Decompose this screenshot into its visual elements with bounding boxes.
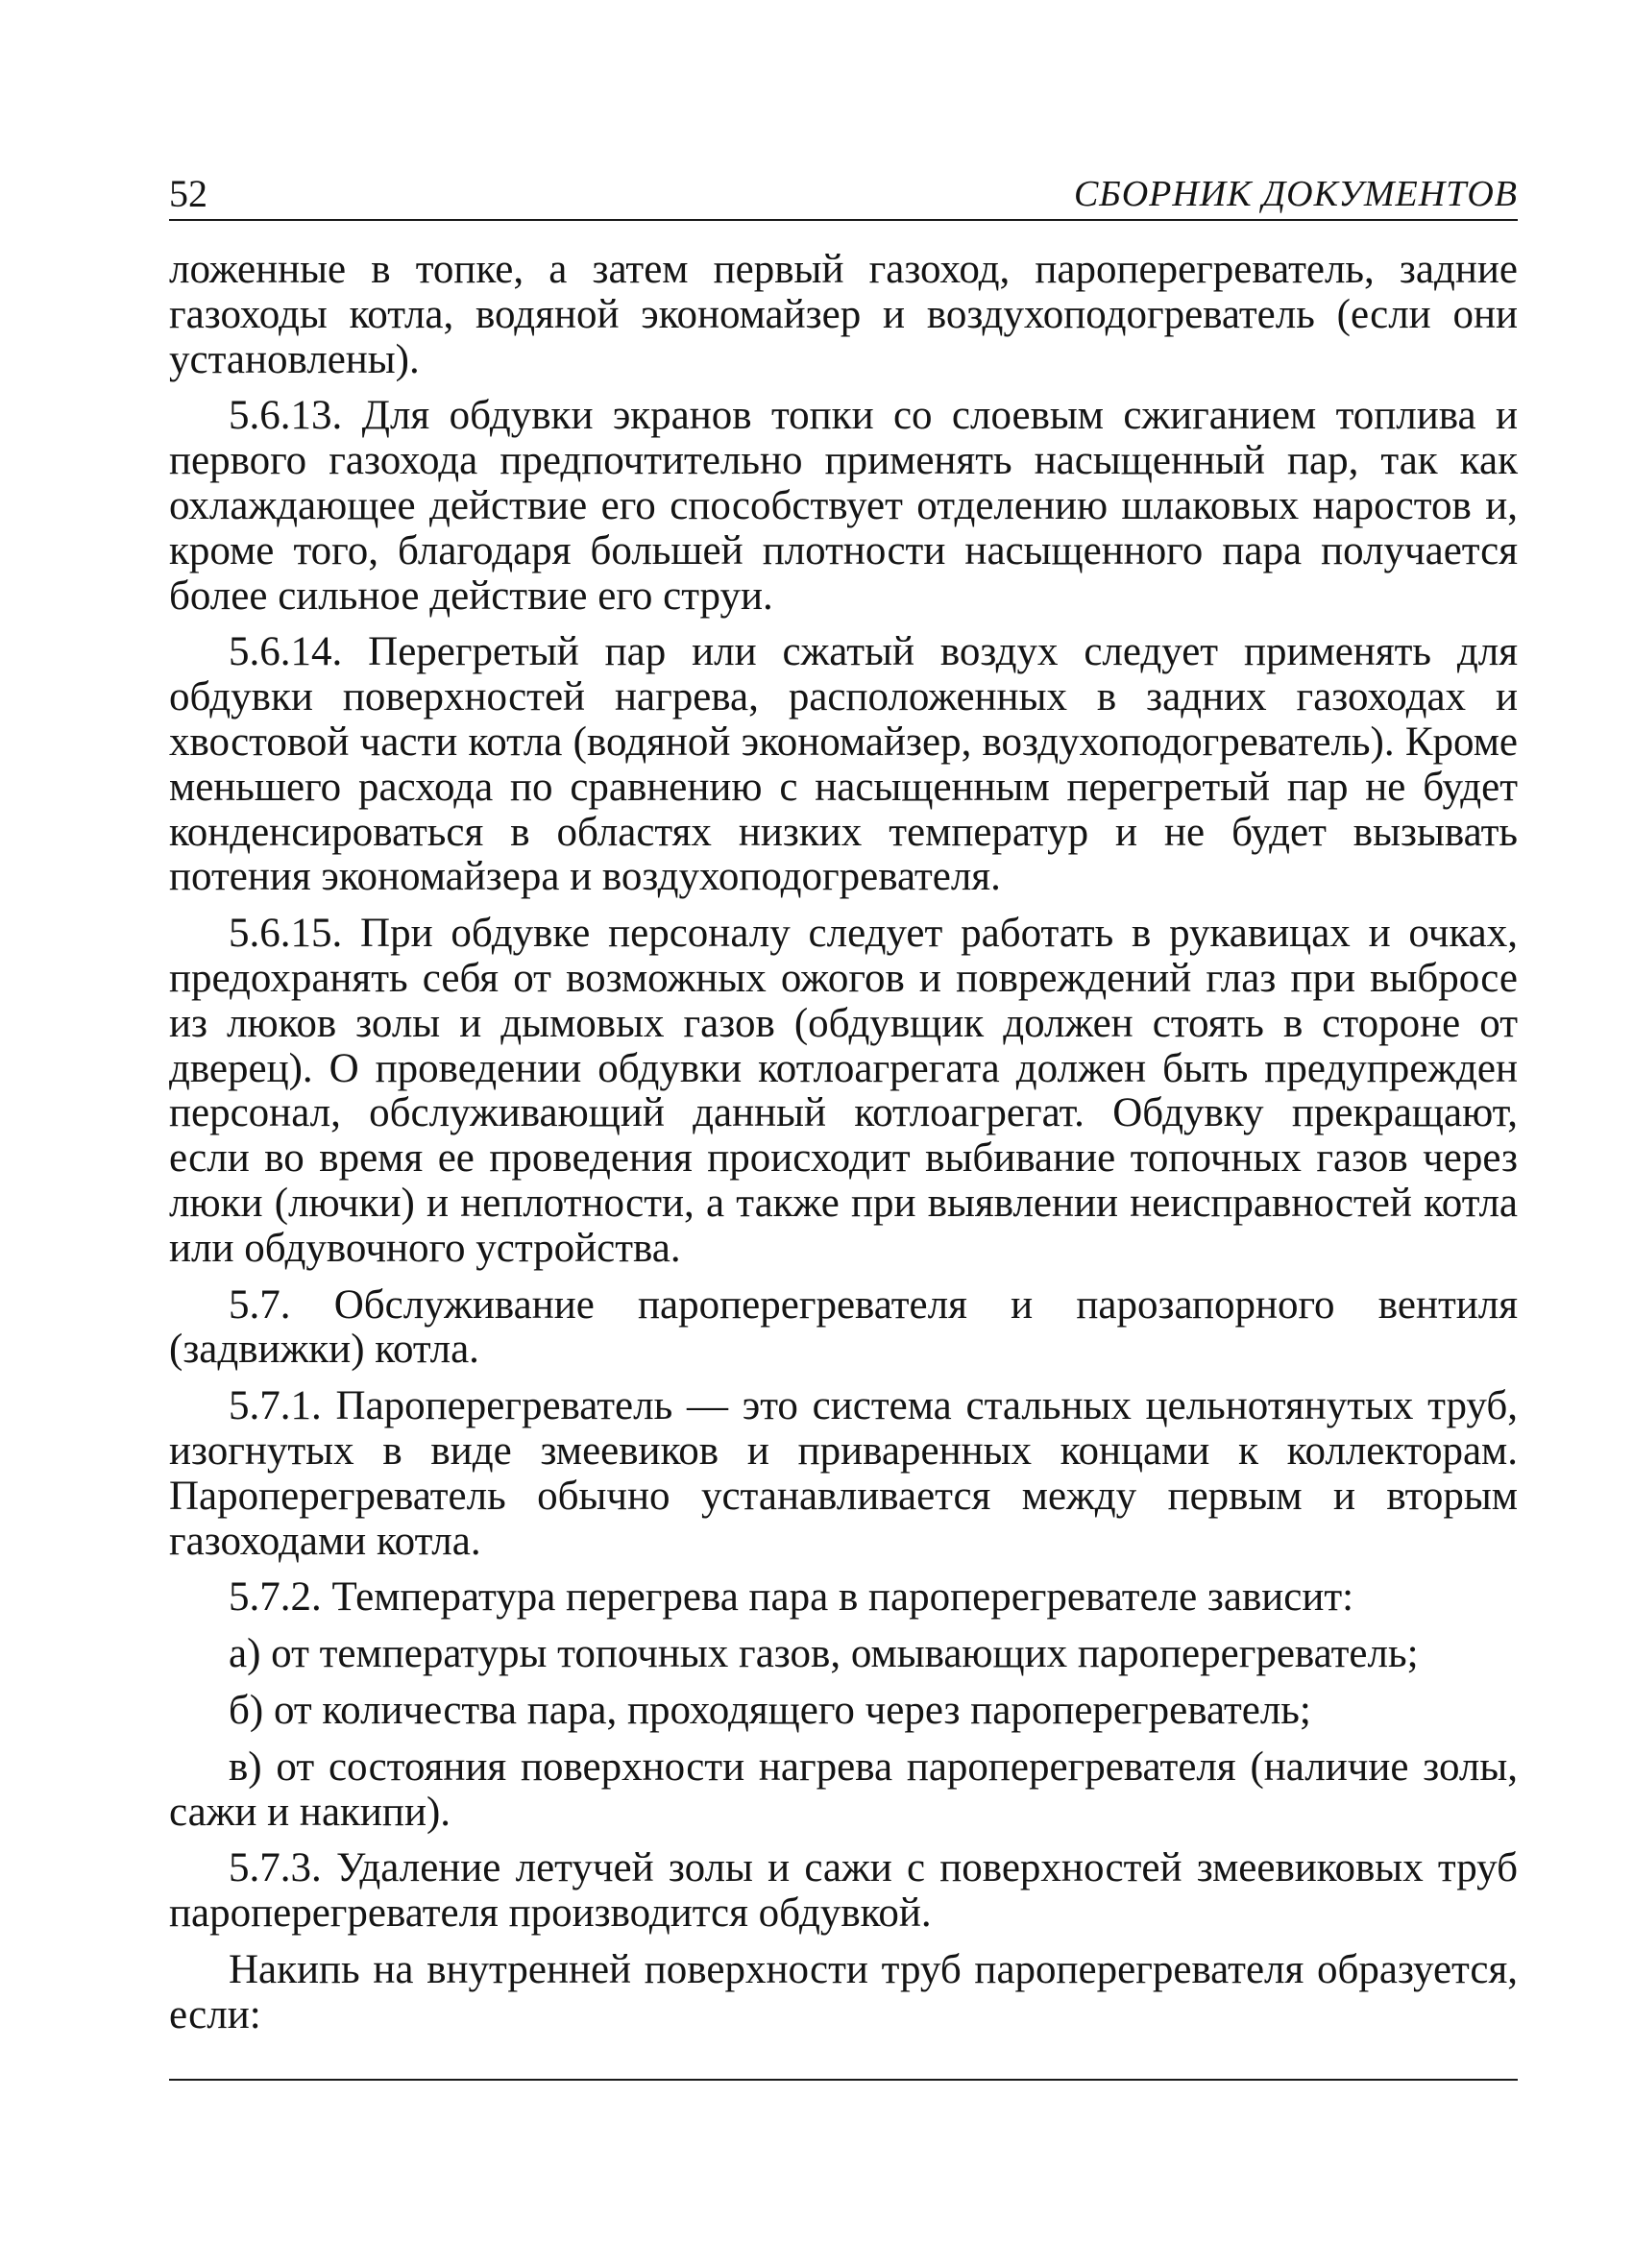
page-number: 52 [169,172,207,215]
paragraph-5-7: 5.7. Обслуживание пароперегревателя и парозапорного вентиля (задвижки) котла. [169,1281,1518,1373]
list-item-b: б) от количества пара, проходящего через пароперегреватель; [229,1687,1311,1733]
footer-rule [169,2079,1518,2081]
running-title: СБОРНИК ДОКУМЕНТОВ [1073,174,1518,214]
paragraph-5-6-15: 5.6.15. При обдувке персоналу следует работать в рукавицах и очках, предохранять себя от возможных ожогов и повреждений глаз при выбросе из люков золы и дымовых газов (обдувщик должен стоять в стороне от дверец). О проведении обдувки котлоагрегата должен быть предупрежден персонал, обслуживающий данный котлоагрегат. Обдувку прекращают, если во время ее проведения происходит выбивание топочных газов через люки (лючки) и неплотности, а также при выявлении неисправностей котла или обдувочного устройства. [169,911,1518,1271]
paragraph-5-7-2: 5.7.2. Температура перегрева пара в пароперегревателе зависит: [229,1574,1354,1621]
paragraph-5-7-1: 5.7.1. Пароперегреватель — это система стальных цельнотянутых труб, изогнутых в виде змеевиков и приваренных концами к коллекторам. Пароперегреватель обычно устанавливается между первым и вторым газоходами котла. [169,1383,1518,1564]
paragraph-5-6-14: 5.6.14. Перегретый пар или сжатый воздух следует применять для обдувки поверхностей нагрева, расположенных в задних газоходах и хвостовой части котла (водяной экономайзер, воздухоподогреватель). Кроме меньшего расхода по сравнению с насыщенным перегретый пар не будет конденсироваться в областях низких температур и не будет вызывать потения экономайзера и воздухоподогревателя. [169,629,1518,900]
page-header [169,171,1518,221]
paragraph-continuation: ложенные в топке, а затем первый газоход, пароперегреватель, задние газоходы котла, водяной экономайзер и воздухоподогреватель (если они установлены). [169,247,1518,382]
paragraph-5-7-3: 5.7.3. Удаление летучей золы и сажи с поверхностей змеевиковых труб пароперегревателя производится обдувкой. [169,1845,1518,1937]
paragraph-5-6-13: 5.6.13. Для обдувки экранов топки со слоевым сжиганием топлива и первого газохода предпочтительно применять насыщенный пар, так как охлаждающее действие его способствует отделению шлаковых наростов и, кроме того, благодаря большей плотности насыщенного пара получается более сильное действие его струи. [169,393,1518,619]
paragraph-scale-conditions: Накипь на внутренней поверхности труб пароперегревателя образуется, если: [169,1946,1518,2037]
list-item-a: а) от температуры топочных газов, омывающих пароперегреватель; [229,1631,1419,1677]
page-body [169,248,1518,2037]
list-item-v: в) от состояния поверхности нагрева пароперегревателя (наличие золы, сажи и накипи). [169,1744,1518,1835]
